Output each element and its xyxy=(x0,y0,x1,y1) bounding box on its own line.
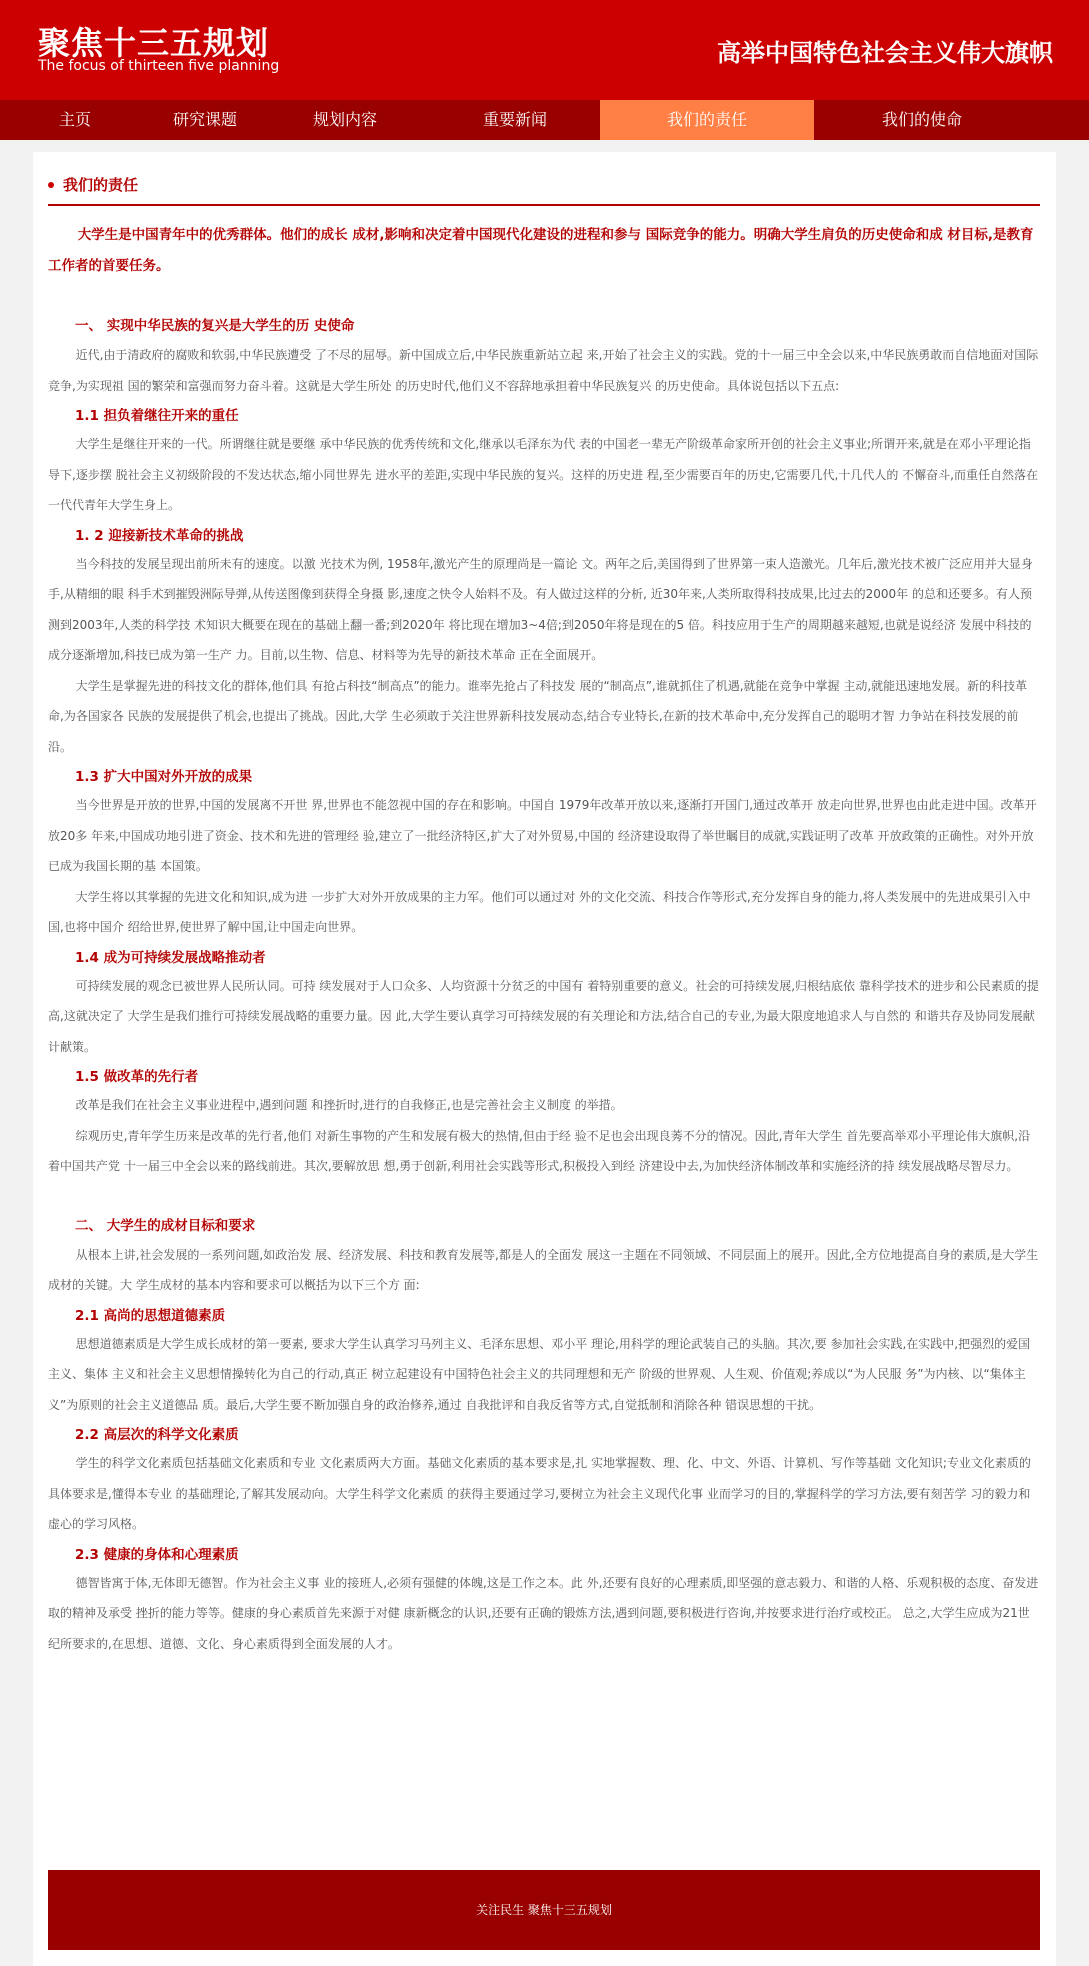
subsection-1-2-paragraph-1: 当今科技的发展呈现出前所未有的速度。以激 光技术为例, 1958年,激光产生的原理尚是一篇论 文。两年之后,美国得到了世界第一束人造激光。几年后,激光技术被广泛应用并大显身手,从精细的眼 科手术到摧毁洲际导弹,从传送图像到获得全身摄 影,速度之快令人始料不及。有人做过这样的分析, 近30年来,人类所取得科技成果,比过去的2000年 的总和还要多。有人预测到2003年,人类的科学技 术知识大概要在现在的基础上翻一番;到2020年 将比现在增加3~4倍;到2050年将是现在的5 倍。科技应用于生产的周期越来越短,也就是说经济 发展中科技的成分逐渐增加,科技已成为第一生产 力。目前,以生物、信息、材料等为先导的新技术革命 正在全面展开。 xyxy=(48,556,1033,662)
header-slogan: 高举中国特色社会主义伟大旗帜 xyxy=(717,38,1053,67)
subsection-1-1-heading: 1.1 担负着继往开来的重任 xyxy=(75,408,239,424)
nav-item-plan-content[interactable]: 规划内容 xyxy=(312,110,377,129)
site-logo-subtitle: The focus of thirteen five planning xyxy=(38,58,280,74)
part2-intro: 从根本上讲,社会发展的一系列问题,如政治发 展、经济发展、科技和教育发展等,都是人的全面发 展这一主题在不同领域、不同层面上的展开。因此,全方位地提高自身的素质,是大学生成材的关键。大 学生成材的基本内容和要求可以概括为以下三个方 面: xyxy=(48,1247,1039,1292)
main-nav xyxy=(0,100,1089,140)
subsection-2-2-heading: 2.2 高层次的科学文化素质 xyxy=(75,1427,239,1443)
subsection-2-1-heading: 2.1 高尚的思想道德素质 xyxy=(75,1307,226,1324)
subsection-2-2-paragraph: 学生的科学文化素质包括基础文化素质和专业 文化素质两大方面。基础文化素质的基本要求是,扎 实地掌握数、理、化、中文、外语、计算机、写作等基础 文化知识;专业文化素质的具体要求是,懂得本专业 的基础理论,了解其发展动向。大学生科学文化素质 的获得主要通过学习,要树立为社会主义现代化事 业而学习的目的,掌握科学的学习方法,要有刻苦学 习的毅力和虚心的学习风格。 xyxy=(48,1456,1031,1531)
nav-item-responsibility[interactable]: 我们的责任 xyxy=(600,100,814,140)
bullet-dot-icon xyxy=(48,182,54,188)
part2-heading: 二、 大学生的成材目标和要求 xyxy=(75,1217,256,1234)
part1-heading: 一、 实现中华民族的复兴是大学生的历 史使命 xyxy=(75,318,355,334)
site-logo-title[interactable]: 聚焦十三五规划 xyxy=(38,24,270,62)
site-header xyxy=(0,0,1089,100)
subsection-2-3-heading: 2.3 健康的身体和心理素质 xyxy=(75,1546,239,1563)
subsection-1-5-paragraph-1: 改革是我们在社会主义事业进程中,遇到问题 和挫折时,进行的自我修正,也是完善社会主义制度 的举措。 xyxy=(75,1098,623,1112)
subsection-1-5-heading: 1.5 做改革的先行者 xyxy=(75,1069,199,1085)
article-body xyxy=(48,220,1040,1659)
part1-intro: 近代,由于清政府的腐败和软弱,中华民族遭受 了不尽的屈辱。新中国成立后,中华民族重新站立起 来,开始了社会主义的实践。党的十一届三中全会以来,中华民族勇敢而自信地面对国际竞争,为实现祖 国的繁荣和富强而努力奋斗着。这就是大学生所处 的历史时代,他们义不容辞地承担着中华民族复兴 的历史使命。具体说包括以下五点: xyxy=(48,348,1039,393)
subsection-1-2-paragraph-2: 大学生是掌握先进的科技文化的群体,他们具 有抢占科技“制高点”的能力。谁率先抢占了科技发 展的“制高点”,谁就抓住了机遇,就能在竞争中掌握 主动,就能迅速地发展。新的科技革命,为各国家各 民族的发展提供了机会,也提出了挑战。因此,大学 生必须敢于关注世界新科技发展动态,结合专业特长,在新的技术革命中,充分发挥自己的聪明才智 力争站在科技发展的前沿。 xyxy=(48,678,1028,754)
article-lead: 大学生是中国青年中的优秀群体。他们的成长 成材,影响和决定着中国现代化建设的进程和参与 国际竞争的能力。明确大学生肩负的历史使命和成 材目标,是教育工作者的首要任务。 xyxy=(48,227,1034,274)
subsection-1-3-paragraph-2: 大学生将以其掌握的先进文化和知识,成为进 一步扩大对外开放成果的主力军。他们可以通过对 外的文化交流、科技合作等形式,充分发挥自身的能力,将人类发展中的先进成果引入中国,也将中国介 绍给世界,使世界了解中国,让中国走向世界。 xyxy=(48,889,1031,934)
subsection-2-3-paragraph: 德智皆寓于体,无体即无德智。作为社会主义事 业的接班人,必须有强健的体魄,这是工作之本。此 外,还要有良好的心理素质,即坚强的意志毅力、和谐的人格、乐观积极的态度、奋发进取的精神及承受 挫折的能力等等。健康的身心素质首先来源于对健 康新概念的认识,还要有正确的锻炼方法,遇到问题,要积极进行咨询,并按要求进行治疗或校正。 总之,大学生应成为21世纪所要求的,在思想、道德、文化、身心素质得到全面发展的人才。 xyxy=(48,1575,1039,1651)
subsection-2-1-paragraph: 思想道德素质是大学生成长成材的第一要素, 要求大学生认真学习马列主义、毛泽东思想、邓小平 理论,用科学的理论武装自己的头脑。其次,要 参加社会实践,在实践中,把强烈的爱国主义、集体 主义和社会主义思想情操转化为自己的行动,真正 树立起建设有中国特色社会主义的共同理想和无产 阶级的世界观、人生观、价值观;养成以“为人民服 务”为内核、以“集体主义”为原则的社会主义道德品 质。最后,大学生要不断加强自身的政治修养,通过 自我批评和自我反省等方式,自觉抵制和消除各种 错误思想的干扰。 xyxy=(48,1336,1031,1412)
nav-item-news[interactable]: 重要新闻 xyxy=(482,110,547,129)
subsection-1-3-paragraph-1: 当今世界是开放的世界,中国的发展离不开世 界,世界也不能忽视中国的存在和影响。中国自 1979年改革开放以来,逐渐打开国门,通过改革开 放走向世界,世界也由此走进中国。改革开放20多 年来,中国成功地引进了资金、技术和先进的管理经 验,建立了一批经济特区,扩大了对外贸易,中国的 经济建设取得了举世瞩目的成就,实践证明了改革 开放政策的正确性。对外开放已成为我国长期的基 本国策。 xyxy=(48,798,1037,873)
nav-item-research[interactable]: 研究课题 xyxy=(172,110,237,129)
subsection-1-3-heading: 1.3 扩大中国对外开放的成果 xyxy=(75,769,253,785)
subsection-1-1-paragraph: 大学生是继往开来的一代。所谓继往就是要继 承中华民族的优秀传统和文化,继承以毛泽东为代 表的中国老一辈无产阶级革命家所开创的社会主义事业;所谓开来,就是在邓小平理论指导下,逐步摆 脱社会主义初级阶段的不发达状态,缩小同世界先 进水平的差距,实现中华民族的复兴。这样的历史进 程,至少需要百年的历史,它需要几代,十几代人的 不懈奋斗,而重任自然落在一代代青年大学生身上。 xyxy=(48,437,1038,512)
site-footer: 关注民生 聚焦十三五规划 xyxy=(48,1870,1040,1950)
nav-item-mission[interactable]: 我们的使命 xyxy=(881,110,962,129)
section-header xyxy=(48,172,1040,206)
subsection-1-4-paragraph: 可持续发展的观念已被世界人民所认同。可持 续发展对于人口众多、人均资源十分贫乏的中国有 着特别重要的意义。社会的可持续发展,归根结底依 靠科学技术的进步和公民素质的提高,这就决定了 大学生是我们推行可持续发展战略的重要力量。因 此,大学生要认真学习可持续发展的有关理论和方法,结合自己的专业,为最大限度地追求人与自然的 和谐共存及协同发展献计献策。 xyxy=(48,978,1039,1054)
section-title: 我们的责任 xyxy=(63,176,139,194)
subsection-1-2-heading: 1. 2 迎接新技术革命的挑战 xyxy=(75,527,244,544)
main-content-panel xyxy=(33,152,1056,1966)
subsection-1-5-paragraph-2: 综观历史,青年学生历来是改革的先行者,他们 对新生事物的产生和发展有极大的热情,但由于经 验不足也会出现良莠不分的情况。因此,青年大学生 首先要高举邓小平理论伟大旗帜,沿着中国共产党 十一届三中全会以来的路线前进。其次,要解放思 想,勇于创新,利用社会实践等形式,积极投入到经 济建设中去,为加快经济体制改革和实施经济的持 续发展战略尽智尽力。 xyxy=(48,1128,1031,1173)
nav-item-home[interactable]: 主页 xyxy=(58,110,91,129)
subsection-1-4-heading: 1.4 成为可持续发展战略推动者 xyxy=(75,949,266,966)
